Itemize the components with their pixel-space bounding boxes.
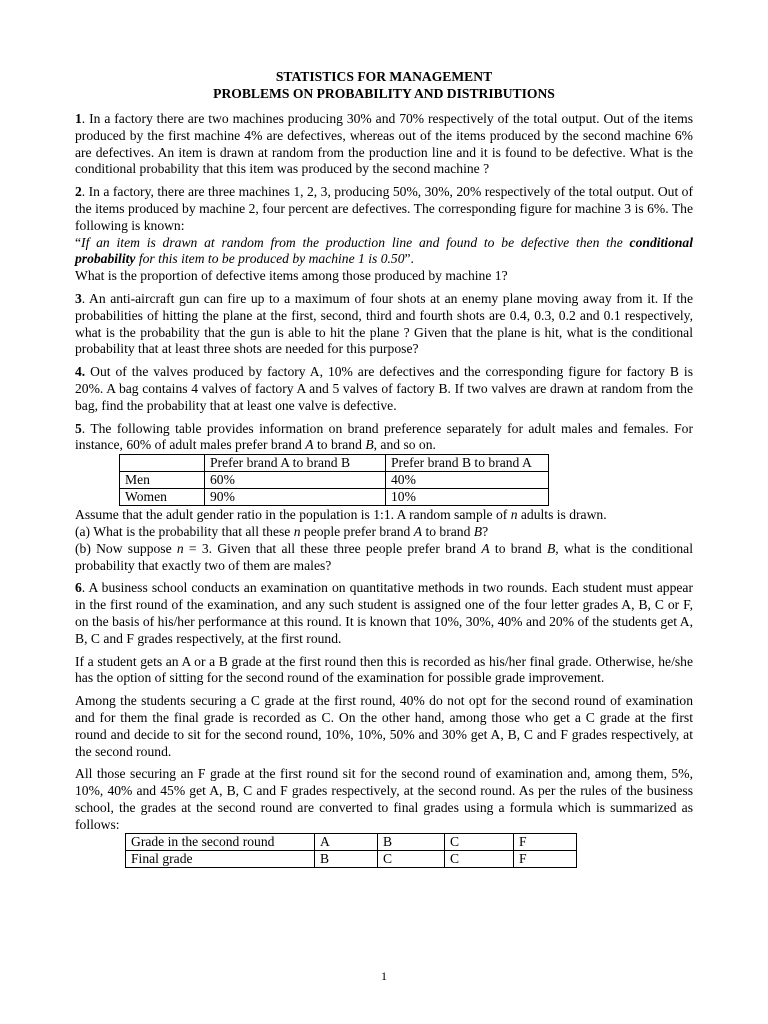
table-cell: Women <box>120 489 205 506</box>
table-cell: C <box>378 851 445 868</box>
problem-text: adults is drawn. <box>517 507 607 523</box>
table-cell: 90% <box>205 489 386 506</box>
quote-open: “ <box>75 234 82 250</box>
document-title: STATISTICS FOR MANAGEMENT <box>275 69 493 84</box>
problem-text: Out of the valves produced by factory A, 10% are defectives and the corresponding figure for factory B is 20%. A bag contains 4 valves of factory A and 5 valves of factory B. If two valves are drawn at random from the bag, find the probability that at least one valve is defective. <box>75 364 693 413</box>
table-row <box>120 472 549 489</box>
table-header-row <box>120 455 549 472</box>
quote-emphasis: conditional probability <box>75 234 693 267</box>
problem-question: What is the proportion of defective items among those produced by machine 1? <box>75 268 508 284</box>
problem-number: 6 <box>75 580 82 596</box>
table-cell: B <box>378 834 445 851</box>
table-cell: 60% <box>205 472 386 489</box>
document-page <box>75 68 693 868</box>
problem-number: 1 <box>75 111 82 126</box>
problem-text: = 3. Given that all these three people prefer brand <box>183 540 482 556</box>
table-cell: A <box>315 834 378 851</box>
problem-6 <box>75 580 693 647</box>
problem-text: to brand <box>422 523 474 539</box>
problem-text: people prefer brand <box>300 523 414 539</box>
quote-text <box>75 235 693 267</box>
problem-number: 2 <box>75 184 82 200</box>
table-cell: 10% <box>386 489 549 506</box>
problem-number: 5 <box>75 420 82 436</box>
brand-label: B <box>365 437 374 453</box>
document-subtitle: PROBLEMS ON PROBABILITY AND DISTRIBUTIONS <box>213 86 555 101</box>
variable: n <box>176 540 184 556</box>
brand-label: B <box>546 540 556 556</box>
quote-part: for this item to be produced by machine 1 is 0.50 <box>135 251 405 267</box>
problem-number: 3 <box>75 290 82 306</box>
problem-text: . In a factory there are two machines producing 30% and 70% respectively of the total output. Out of the items produced by the first machine 4% are defectives, whereas out of the items produced by the second machine 6% are defectives. An item is drawn at random from the production line and it is found to be defective. What is the conditional probability that this item was produced by the second machine ? <box>75 111 693 177</box>
problem-6-paragraph: If a student gets an A or a B grade at the first round then this is recorded as his/her final grade. Otherwise, he/she has the option of sitting for the second round of the examination for possible grade improvement. <box>75 653 693 686</box>
table-row <box>126 834 577 851</box>
problem-text: ? <box>482 523 489 539</box>
problem-number: 4. <box>75 364 86 380</box>
table-cell: Men <box>120 472 205 489</box>
brand-preference-table <box>119 454 549 506</box>
table-cell <box>120 455 205 472</box>
problem-1 <box>75 111 693 178</box>
brand-label: A <box>305 437 314 453</box>
problem-text: . The following table provides information on brand preference separately for adult males and females. For instance, 60% of adult males prefer brand <box>75 420 693 453</box>
problem-text: (a) What is the probability that all these <box>75 523 294 539</box>
table-cell: F <box>514 834 577 851</box>
problem-3 <box>75 291 693 358</box>
problem-text: to brand <box>489 540 547 556</box>
table-row <box>126 851 577 868</box>
problem-text: , and so on. <box>373 437 436 453</box>
problem-text: (b) Now suppose <box>75 540 177 556</box>
table-cell: Prefer brand B to brand A <box>386 455 549 472</box>
table-cell: C <box>445 834 514 851</box>
brand-label: A <box>481 540 490 556</box>
problem-text: . In a factory, there are three machines 1, 2, 3, producing 50%, 30%, 20% respectively of the total output. Out of the items produced by machine 2, four percent are defectives. The corresponding figure for machine 3 is 6%. The following is known: <box>75 184 693 233</box>
problem-6-paragraph: Among the students securing a C grade at the first round, 40% do not opt for the second round of examination and for them the final grade is recorded as C. On the other hand, among those who get a C grade at the first round and decide to sit for the second round, 10%, 10%, 50% and 30% get A, B, C and F grades respectively, at the second round. <box>75 693 693 759</box>
grade-conversion-table <box>125 833 577 868</box>
table-cell: B <box>315 851 378 868</box>
table-cell: Grade in the second round <box>126 834 315 851</box>
quote-part: If an item is drawn at random from the production line and found to be defective then the <box>81 234 630 250</box>
problem-text: to brand <box>313 437 366 453</box>
variable: n <box>293 523 301 539</box>
problem-text: Assume that the adult gender ratio in the population is 1:1. A random sample of <box>75 507 511 523</box>
problem-6-paragraph: All those securing an F grade at the first round sit for the second round of examination and, among them, 5%, 10%, 40% and 45% get A, B, C and F grades respectively, at the second round. As per the rules of the business school, the grades at the second round are converted to final grades using a formula which is summarized as follows: <box>75 766 693 832</box>
problem-text: , what is the conditional probability that exactly two of them are males? <box>75 540 693 573</box>
table-cell: C <box>445 851 514 868</box>
table-cell: 40% <box>386 472 549 489</box>
variable: n <box>510 507 518 523</box>
table-cell: Final grade <box>126 851 315 868</box>
problem-5-questions <box>75 507 693 574</box>
problem-2 <box>75 184 693 285</box>
quote-close: ”. <box>404 251 414 267</box>
table-cell: Prefer brand A to brand B <box>205 455 386 472</box>
table-cell: F <box>514 851 577 868</box>
problem-5 <box>75 421 693 455</box>
table-row <box>120 489 549 506</box>
problem-text: . A business school conducts an examination on quantitative methods in two rounds. Each student must appear in the first round of the examination, and any such student is assigned one of the four letter grades A, B, C or F, on the basis of his/her performance at this round. It is known that 10%, 30%, 40% and 20% of the students get A, B, C and F grades respectively, at the first round. <box>75 580 693 646</box>
page-number: 1 <box>381 969 387 983</box>
problem-text: . An anti-aircraft gun can fire up to a maximum of four shots at an enemy plane moving away from it. If the probabilities of hitting the plane at the first, second, third and fourth shots are 0.4, 0.3, 0.2 and 0.1 respectively, what is the probability that the gun is able to hit the plane ? Given that the plane is hit, what is the conditional probability that at least three shots are needed for this purpose? <box>75 290 693 357</box>
brand-label: A <box>413 523 423 539</box>
brand-label: B <box>473 523 483 539</box>
problem-4 <box>75 364 693 414</box>
